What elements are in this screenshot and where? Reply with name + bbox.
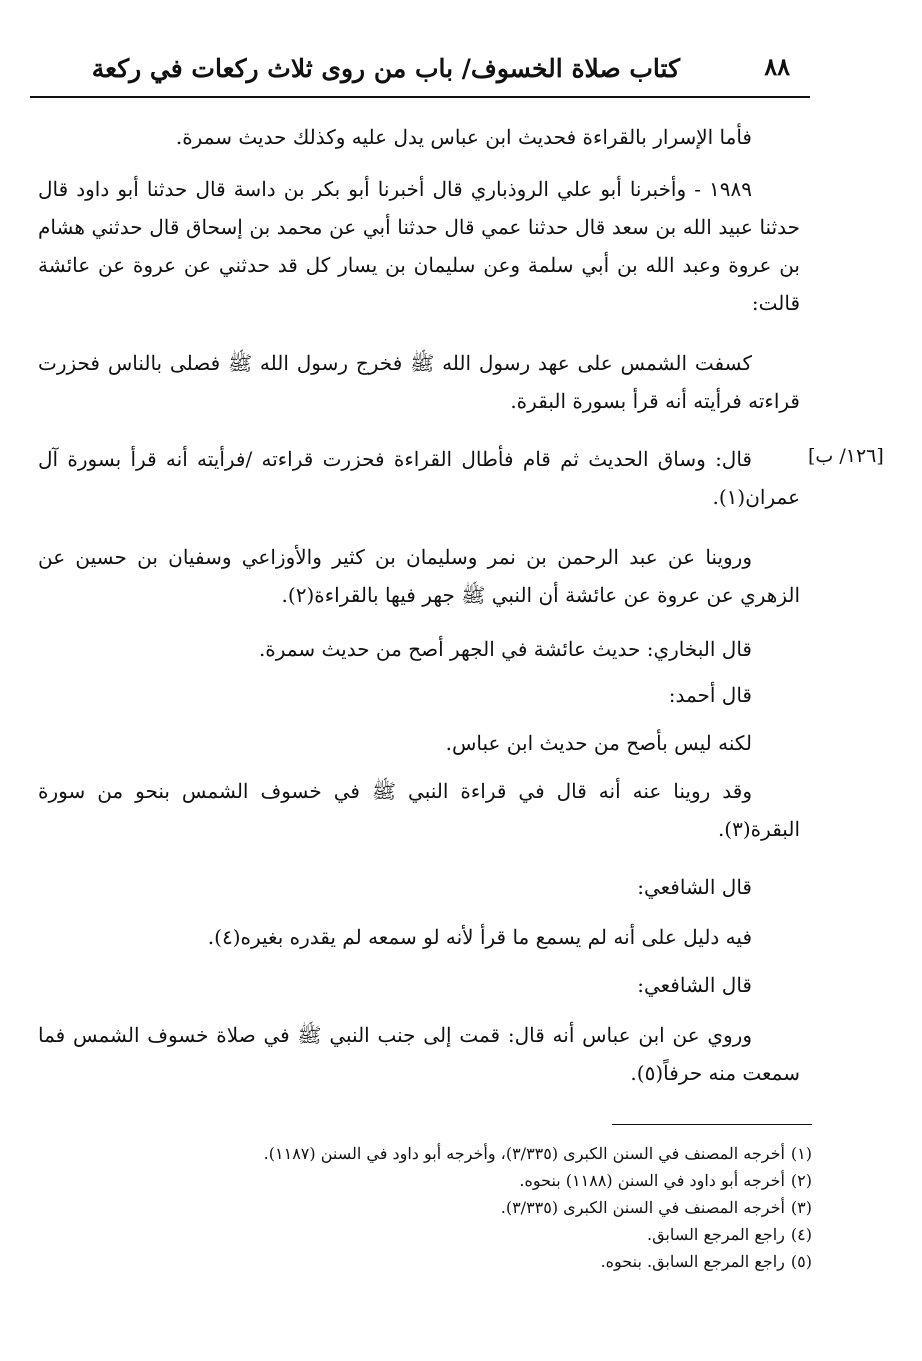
hadith-1989-paragraph: ١٩٨٩ - وأخبرنا أبو علي الروذباري قال أخبرنا أبو بكر بن داسة قال حدثنا أبو داود قال حدثنا عبيد الله بن سعد قال حدثنا عمي قال حدثنا أبي عن محمد بن إسحاق قال حدثني هشام بن عروة وعبد الله بن أبي سلمة وعن سليمان بن يسار كل قد حدثني عن عروة عن عائشة قالت:	[38, 177, 800, 315]
footnote-text: راجع المرجع السابق.	[647, 1225, 785, 1244]
paragraph-5: وروينا عن عبد الرحمن بن نمر وسليمان بن كثير والأوزاعي وسفيان بن حسين عن الزهري عن عروة عن عائشة أن النبي ﷺ جهر فيها بالقراءة(٢).	[38, 545, 800, 607]
footnote-5	[160, 1248, 812, 1275]
paragraph-3: كسفت الشمس على عهد رسول الله ﷺ فخرج رسول الله ﷺ فصلى بالناس فحزرت قراءته فرأيته أنه قرأ بسورة البقرة.	[38, 351, 800, 413]
footnote-1	[160, 1140, 812, 1167]
paragraph-8: لكنه ليس بأصح من حديث ابن عباس.	[445, 731, 752, 755]
footnote-text: راجع المرجع السابق. بنحوه.	[600, 1252, 785, 1271]
header-divider	[30, 96, 810, 98]
footnote-text: أخرجه المصنف في السنن الكبرى (٣/٣٣٥).	[500, 1198, 785, 1217]
manuscript-folio-note: [١٢٦/ ب]	[808, 445, 884, 467]
paragraph-6: قال البخاري: حديث عائشة في الجهر أصح من حديث سمرة.	[258, 637, 752, 661]
footnote-4	[160, 1221, 812, 1248]
footnote-number: (٢)	[790, 1171, 812, 1190]
paragraph-9: وقد روينا عنه أنه قال في قراءة النبي ﷺ في خسوف الشمس بنحو من سورة البقرة(٣).	[38, 779, 800, 841]
paragraph-1: فأما الإسرار بالقراءة فحديث ابن عباس يدل عليه وكذلك حديث سمرة.	[175, 125, 752, 149]
footnote-2	[160, 1167, 812, 1194]
footnote-text: أخرجه المصنف في السنن الكبرى (٣/٣٣٥)، وأخرجه أبو داود في السنن (١١٨٧).	[263, 1144, 785, 1163]
paragraph-10: قال الشافعي:	[637, 875, 752, 899]
paragraph-12: قال الشافعي:	[637, 973, 752, 997]
footnote-number: (٥)	[790, 1252, 812, 1271]
footnote-divider	[612, 1124, 812, 1125]
footnote-number: (٤)	[790, 1225, 812, 1244]
paragraph-4: قال: وساق الحديث ثم قام فأطال القراءة فحزرت قراءته /فرأيته أنه قرأ بسورة آل عمران(١).	[38, 447, 800, 509]
paragraph-11: فيه دليل على أنه لم يسمع ما قرأ لأنه لو سمعه لم يقدره بغيره(٤).	[207, 925, 752, 949]
paragraph-13: وروي عن ابن عباس أنه قال: قمت إلى جنب النبي ﷺ في صلاة خسوف الشمس فما سمعت منه حرفاً(٥).	[38, 1023, 800, 1085]
footnote-3	[160, 1194, 812, 1221]
footnote-number: (١)	[790, 1144, 812, 1163]
chapter-title: كتاب صلاة الخسوف/ باب من روى ثلاث ركعات في ركعة	[91, 54, 680, 83]
footnote-text: أخرجه أبو داود في السنن (١١٨٨) بنحوه.	[519, 1171, 785, 1190]
footnotes	[160, 1140, 812, 1275]
running-header	[30, 52, 810, 92]
footnote-number: (٣)	[790, 1198, 812, 1217]
page-number: ٨٨	[764, 52, 790, 81]
main-text	[38, 118, 800, 1098]
paragraph-7: قال أحمد:	[668, 683, 752, 707]
